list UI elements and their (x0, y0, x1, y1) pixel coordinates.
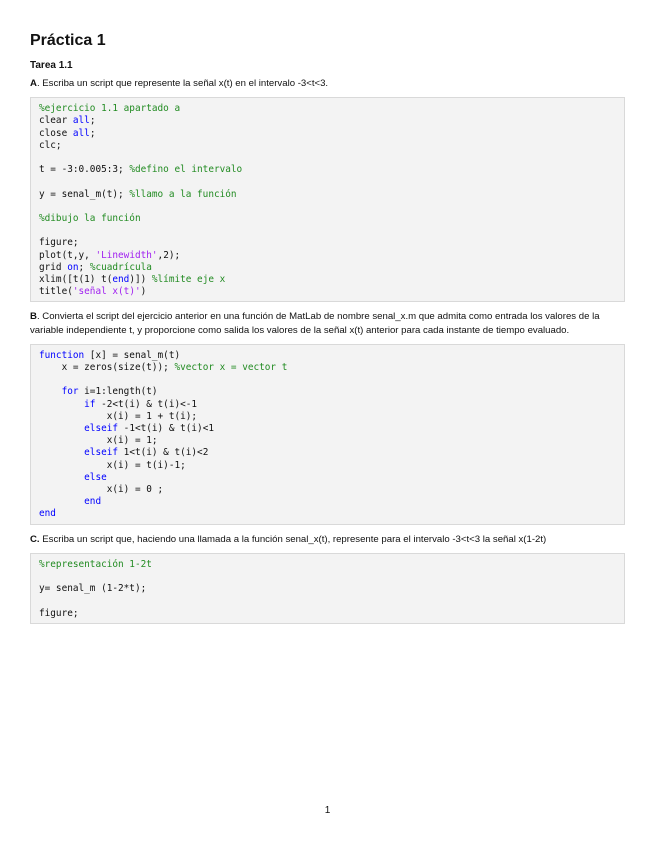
page-number: 1 (324, 805, 331, 816)
code-line (39, 152, 616, 164)
code-line: else (84, 471, 107, 483)
code-line: x(i) = 0 ; (39, 484, 164, 496)
page-title: Práctica 1 (30, 32, 106, 49)
code-line: clc; (39, 139, 62, 151)
document-page (30, 32, 625, 632)
code-line: plot(t,y, 'Linewidth',2); (39, 249, 181, 261)
code-line (39, 176, 616, 188)
code-block-b (30, 344, 625, 525)
code-line: figure; (39, 237, 79, 249)
code-line: clear all; (39, 115, 96, 127)
code-line: elseif 1<t(i) & t(i)<2 (84, 447, 209, 459)
section-a-text (30, 77, 625, 90)
code-line: y = senal_m(t); %llamo a la función (39, 188, 237, 200)
code-line: grid on; %cuadrícula (39, 261, 152, 273)
code-line: end (84, 496, 102, 508)
section-b-text (30, 310, 625, 336)
code-block-a (30, 97, 625, 302)
code-line: xlim([t(1) t(end)]) %límite eje x (39, 273, 226, 285)
code-line: end (39, 508, 56, 520)
task-heading: Tarea 1.1 (30, 60, 73, 71)
code-line (39, 374, 616, 386)
code-line: for i=1:length(t) (61, 386, 158, 398)
section-a-body: . Escriba un script que represente la señal x(t) en el intervalo -3<t<3. (36, 78, 329, 89)
code-line: figure; (39, 607, 79, 619)
code-line: %dibujo la función (39, 212, 141, 224)
code-line: %representación 1-2t (39, 558, 152, 570)
code-line: x(i) = t(i)-1; (39, 459, 186, 471)
code-line: title('señal x(t)') (39, 286, 147, 298)
code-line: x(i) = 1; (39, 435, 158, 447)
code-line (39, 595, 616, 607)
code-line: %ejercicio 1.1 apartado a (39, 103, 181, 115)
code-block-c (30, 553, 625, 624)
code-line: if -2<t(i) & t(i)<-1 (84, 398, 198, 410)
code-line (39, 225, 616, 237)
code-line: elseif -1<t(i) & t(i)<1 (84, 423, 214, 434)
section-b-body: . Convierta el script del ejercicio anterior en una función de MatLab de nombre senal_x.m que admita como entrada los valores de la variable independiente t, y proporcione como salida los valores de la señal x(t) anterior para cada instante de tiempo evaluado. (30, 311, 600, 336)
code-line (39, 571, 616, 583)
section-a-letter: A (30, 78, 37, 89)
code-line: x(i) = 1 + t(i); (39, 410, 198, 422)
code-line (39, 201, 616, 213)
section-c-letter: C. (30, 533, 40, 545)
section-c-text (30, 533, 625, 546)
code-line: t = -3:0.005:3; %defino el intervalo (39, 164, 243, 176)
code-line: y= senal_m (1-2*t); (39, 583, 147, 595)
section-c-body: Escriba un script que, haciendo una llamada a la función senal_x(t), represente para el intervalo -3<t<3 la señal x(1-2t) (39, 533, 547, 545)
section-b-letter: B (30, 311, 37, 323)
code-line: close all; (39, 127, 96, 139)
code-line: x = zeros(size(t)); %vector x = vector t (39, 362, 288, 373)
code-line: function [x] = senal_m(t) (39, 349, 181, 361)
